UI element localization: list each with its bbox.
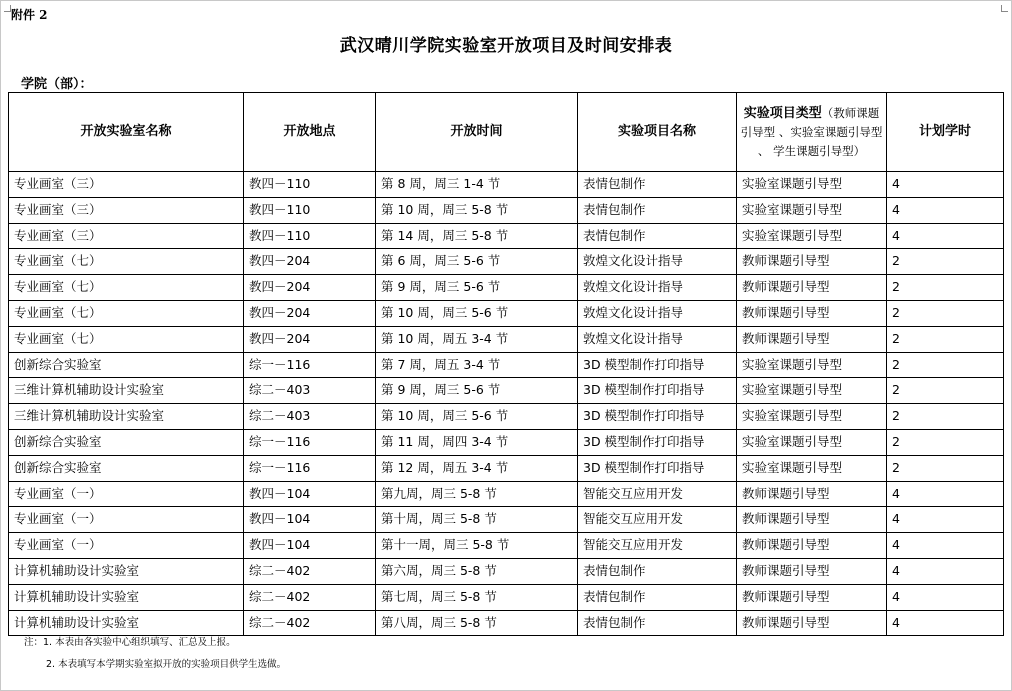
table-row bbox=[9, 249, 1004, 275]
cell-project: 敦煌文化设计指导 bbox=[578, 249, 737, 275]
attachment-label: 附件 2 bbox=[11, 8, 48, 22]
cell-lab-name: 三维计算机辅助设计实验室 bbox=[9, 404, 244, 430]
cell-time: 第 10 周，周三 5-6 节 bbox=[376, 300, 578, 326]
cell-project: 3D 模型制作打印指导 bbox=[578, 404, 737, 430]
table-row bbox=[9, 404, 1004, 430]
cell-type: 实验室课题引导型 bbox=[737, 352, 887, 378]
cell-time: 第六周，周三 5-8 节 bbox=[376, 558, 578, 584]
cell-type: 教师课题引导型 bbox=[737, 275, 887, 301]
table-row bbox=[9, 558, 1004, 584]
table-row bbox=[9, 507, 1004, 533]
cell-lab-name: 三维计算机辅助设计实验室 bbox=[9, 378, 244, 404]
header-hours: 计划学时 bbox=[887, 93, 1004, 172]
cell-project: 3D 模型制作打印指导 bbox=[578, 429, 737, 455]
cell-hours: 2 bbox=[887, 429, 1004, 455]
cell-project: 智能交互应用开发 bbox=[578, 507, 737, 533]
header-project: 实验项目名称 bbox=[578, 93, 737, 172]
cell-location: 教四－204 bbox=[244, 300, 376, 326]
cell-time: 第十一周，周三 5-8 节 bbox=[376, 533, 578, 559]
cell-location: 教四－104 bbox=[244, 507, 376, 533]
cell-lab-name: 创新综合实验室 bbox=[9, 429, 244, 455]
cell-location: 教四－110 bbox=[244, 223, 376, 249]
cell-type: 教师课题引导型 bbox=[737, 584, 887, 610]
cell-location: 综二－402 bbox=[244, 610, 376, 636]
cell-hours: 4 bbox=[887, 533, 1004, 559]
cell-lab-name: 计算机辅助设计实验室 bbox=[9, 584, 244, 610]
header-lab-name: 开放实验室名称 bbox=[9, 93, 244, 172]
cell-time: 第 10 周，周五 3-4 节 bbox=[376, 326, 578, 352]
cell-lab-name: 专业画室（一） bbox=[9, 533, 244, 559]
cell-location: 综一－116 bbox=[244, 429, 376, 455]
cell-hours: 2 bbox=[887, 455, 1004, 481]
cell-project: 智能交互应用开发 bbox=[578, 481, 737, 507]
cell-location: 教四－104 bbox=[244, 481, 376, 507]
table-row bbox=[9, 275, 1004, 301]
cell-type: 教师课题引导型 bbox=[737, 533, 887, 559]
note-1: 注：1. 本表由各实验中心组织填写、汇总及上报。 bbox=[24, 637, 236, 648]
cell-project: 敦煌文化设计指导 bbox=[578, 326, 737, 352]
cell-project: 3D 模型制作打印指导 bbox=[578, 352, 737, 378]
cell-project: 表情包制作 bbox=[578, 584, 737, 610]
cell-time: 第 12 周，周五 3-4 节 bbox=[376, 455, 578, 481]
cell-hours: 4 bbox=[887, 584, 1004, 610]
cell-hours: 2 bbox=[887, 326, 1004, 352]
cell-time: 第 14 周，周三 5-8 节 bbox=[376, 223, 578, 249]
cell-lab-name: 专业画室（一） bbox=[9, 507, 244, 533]
cell-location: 教四－110 bbox=[244, 172, 376, 198]
table-row bbox=[9, 429, 1004, 455]
table-row bbox=[9, 223, 1004, 249]
cell-project: 表情包制作 bbox=[578, 558, 737, 584]
cell-type: 教师课题引导型 bbox=[737, 558, 887, 584]
cell-type: 实验室课题引导型 bbox=[737, 197, 887, 223]
cell-time: 第 10 周，周三 5-8 节 bbox=[376, 197, 578, 223]
cell-location: 教四－204 bbox=[244, 249, 376, 275]
header-type-sub: （教师课题引导型 、实验室课题引导型 、 学生课题引导型） bbox=[740, 105, 883, 158]
cell-hours: 4 bbox=[887, 197, 1004, 223]
corner-mark-left bbox=[4, 5, 11, 12]
header-location: 开放地点 bbox=[244, 93, 376, 172]
cell-hours: 4 bbox=[887, 558, 1004, 584]
cell-hours: 4 bbox=[887, 481, 1004, 507]
cell-project: 智能交互应用开发 bbox=[578, 533, 737, 559]
cell-time: 第 9 周，周三 5-6 节 bbox=[376, 378, 578, 404]
cell-type: 实验室课题引导型 bbox=[737, 455, 887, 481]
schedule-table bbox=[8, 92, 1004, 636]
cell-location: 综二－403 bbox=[244, 378, 376, 404]
cell-lab-name: 专业画室（三） bbox=[9, 197, 244, 223]
college-label: 学院（部）： bbox=[21, 77, 93, 92]
cell-hours: 2 bbox=[887, 378, 1004, 404]
cell-lab-name: 创新综合实验室 bbox=[9, 455, 244, 481]
cell-project: 敦煌文化设计指导 bbox=[578, 275, 737, 301]
cell-project: 表情包制作 bbox=[578, 223, 737, 249]
cell-type: 实验室课题引导型 bbox=[737, 429, 887, 455]
cell-project: 表情包制作 bbox=[578, 172, 737, 198]
cell-lab-name: 专业画室（七） bbox=[9, 326, 244, 352]
cell-hours: 2 bbox=[887, 300, 1004, 326]
cell-lab-name: 专业画室（七） bbox=[9, 300, 244, 326]
table-row bbox=[9, 533, 1004, 559]
cell-time: 第 10 周，周三 5-6 节 bbox=[376, 404, 578, 430]
cell-time: 第九周，周三 5-8 节 bbox=[376, 481, 578, 507]
table-row bbox=[9, 481, 1004, 507]
cell-type: 教师课题引导型 bbox=[737, 300, 887, 326]
cell-project: 表情包制作 bbox=[578, 197, 737, 223]
cell-location: 教四－110 bbox=[244, 197, 376, 223]
corner-mark-right bbox=[1001, 5, 1008, 12]
table-row bbox=[9, 172, 1004, 198]
cell-hours: 2 bbox=[887, 275, 1004, 301]
header-type bbox=[737, 93, 887, 172]
table-row bbox=[9, 584, 1004, 610]
cell-time: 第 6 周，周三 5-6 节 bbox=[376, 249, 578, 275]
table-row bbox=[9, 352, 1004, 378]
cell-location: 教四－204 bbox=[244, 275, 376, 301]
header-row bbox=[9, 93, 1004, 172]
cell-type: 教师课题引导型 bbox=[737, 249, 887, 275]
cell-project: 3D 模型制作打印指导 bbox=[578, 455, 737, 481]
cell-hours: 4 bbox=[887, 507, 1004, 533]
cell-location: 综一－116 bbox=[244, 455, 376, 481]
cell-type: 实验室课题引导型 bbox=[737, 223, 887, 249]
cell-time: 第 9 周，周三 5-6 节 bbox=[376, 275, 578, 301]
cell-hours: 2 bbox=[887, 404, 1004, 430]
table-row bbox=[9, 326, 1004, 352]
cell-type: 教师课题引导型 bbox=[737, 507, 887, 533]
cell-project: 表情包制作 bbox=[578, 610, 737, 636]
table-row bbox=[9, 455, 1004, 481]
note-2: 2. 本表填写本学期实验室拟开放的实验项目供学生选做。 bbox=[46, 659, 287, 670]
table-row bbox=[9, 300, 1004, 326]
cell-type: 教师课题引导型 bbox=[737, 481, 887, 507]
cell-type: 实验室课题引导型 bbox=[737, 378, 887, 404]
cell-time: 第八周，周三 5-8 节 bbox=[376, 610, 578, 636]
cell-location: 综二－403 bbox=[244, 404, 376, 430]
cell-lab-name: 专业画室（七） bbox=[9, 249, 244, 275]
cell-hours: 4 bbox=[887, 223, 1004, 249]
cell-location: 综二－402 bbox=[244, 584, 376, 610]
notes bbox=[24, 632, 286, 676]
cell-location: 教四－104 bbox=[244, 533, 376, 559]
cell-lab-name: 计算机辅助设计实验室 bbox=[9, 558, 244, 584]
table-row bbox=[9, 378, 1004, 404]
cell-hours: 4 bbox=[887, 172, 1004, 198]
cell-type: 实验室课题引导型 bbox=[737, 404, 887, 430]
cell-lab-name: 专业画室（一） bbox=[9, 481, 244, 507]
cell-time: 第七周，周三 5-8 节 bbox=[376, 584, 578, 610]
cell-hours: 4 bbox=[887, 610, 1004, 636]
cell-project: 3D 模型制作打印指导 bbox=[578, 378, 737, 404]
header-time: 开放时间 bbox=[376, 93, 578, 172]
table-body bbox=[9, 172, 1004, 636]
cell-location: 综二－402 bbox=[244, 558, 376, 584]
cell-lab-name: 计算机辅助设计实验室 bbox=[9, 610, 244, 636]
page-title: 武汉晴川学院实验室开放项目及时间安排表 bbox=[339, 36, 673, 56]
cell-hours: 2 bbox=[887, 352, 1004, 378]
cell-location: 教四－204 bbox=[244, 326, 376, 352]
table-row bbox=[9, 197, 1004, 223]
cell-project: 敦煌文化设计指导 bbox=[578, 300, 737, 326]
cell-location: 综一－116 bbox=[244, 352, 376, 378]
cell-hours: 2 bbox=[887, 249, 1004, 275]
cell-lab-name: 专业画室（三） bbox=[9, 223, 244, 249]
cell-time: 第 11 周，周四 3-4 节 bbox=[376, 429, 578, 455]
cell-type: 实验室课题引导型 bbox=[737, 172, 887, 198]
cell-time: 第 7 周，周五 3-4 节 bbox=[376, 352, 578, 378]
cell-lab-name: 专业画室（三） bbox=[9, 172, 244, 198]
cell-time: 第十周，周三 5-8 节 bbox=[376, 507, 578, 533]
cell-lab-name: 创新综合实验室 bbox=[9, 352, 244, 378]
cell-type: 教师课题引导型 bbox=[737, 326, 887, 352]
cell-time: 第 8 周，周三 1-4 节 bbox=[376, 172, 578, 198]
cell-type: 教师课题引导型 bbox=[737, 610, 887, 636]
header-type-main: 实验项目类型 bbox=[743, 105, 822, 121]
cell-lab-name: 专业画室（七） bbox=[9, 275, 244, 301]
